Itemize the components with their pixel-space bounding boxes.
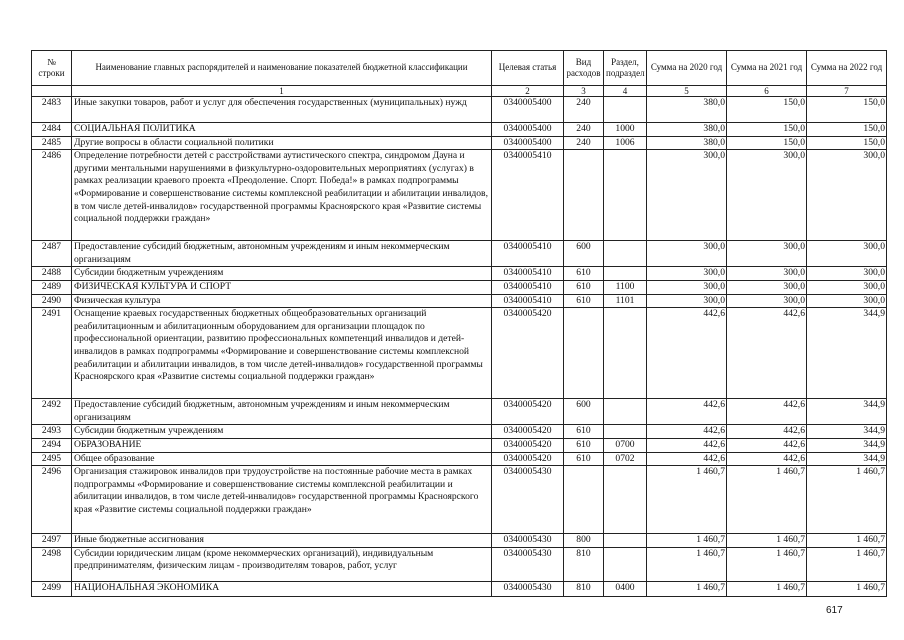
header-expense-type: Вид расходов — [564, 51, 604, 86]
cell-rz — [604, 97, 647, 123]
cell-vr: 810 — [564, 581, 604, 596]
cell-rz: 1100 — [604, 280, 647, 294]
table-row — [32, 136, 887, 150]
cell-s22: 300,0 — [807, 294, 887, 308]
cell-s21: 150,0 — [727, 97, 807, 123]
cell-num: 2485 — [32, 136, 72, 150]
cell-vr: 240 — [564, 97, 604, 123]
table-body — [32, 97, 887, 597]
header-section: Раздел, подраздел — [604, 51, 647, 86]
cell-name: Субсидии юридическим лицам (кроме некоммерческих организаций), индивидуальным предпринимателям, физическим лицам - производителям товаров, работ, услуг — [72, 547, 492, 581]
cell-s20: 300,0 — [647, 150, 727, 241]
cell-s21: 442,6 — [727, 425, 807, 439]
column-index: 5 — [647, 86, 727, 97]
cell-vr: 600 — [564, 241, 604, 267]
column-index: 6 — [727, 86, 807, 97]
cell-name: Субсидии бюджетным учреждениям — [72, 267, 492, 281]
cell-name: Другие вопросы в области социальной политики — [72, 136, 492, 150]
cell-s21: 1 460,7 — [727, 466, 807, 534]
cell-num: 2497 — [32, 534, 72, 548]
cell-vr — [564, 308, 604, 399]
cell-num: 2491 — [32, 308, 72, 399]
cell-num: 2492 — [32, 399, 72, 425]
cell-name: Предоставление субсидий бюджетным, автономным учреждениям и иным некоммерческим организациям — [72, 399, 492, 425]
column-index: 4 — [604, 86, 647, 97]
header-sum-2021: Сумма на 2021 год — [727, 51, 807, 86]
cell-cs: 0340005410 — [492, 241, 564, 267]
cell-rz — [604, 267, 647, 281]
cell-vr: 240 — [564, 123, 604, 137]
cell-cs: 0340005410 — [492, 294, 564, 308]
cell-num: 2494 — [32, 438, 72, 452]
cell-cs: 0340005410 — [492, 150, 564, 241]
cell-name: Иные бюджетные ассигнования — [72, 534, 492, 548]
cell-s20: 300,0 — [647, 267, 727, 281]
cell-rz — [604, 466, 647, 534]
cell-s22: 1 460,7 — [807, 581, 887, 596]
cell-cs: 0340005420 — [492, 438, 564, 452]
cell-s22: 344,9 — [807, 399, 887, 425]
cell-s22: 344,9 — [807, 308, 887, 399]
cell-s22: 344,9 — [807, 425, 887, 439]
cell-rz: 1101 — [604, 294, 647, 308]
page-number: 617 — [826, 605, 843, 616]
cell-s21: 1 460,7 — [727, 581, 807, 596]
cell-s20: 1 460,7 — [647, 581, 727, 596]
cell-name: Иные закупки товаров, работ и услуг для обеспечения государственных (муниципальных) нужд — [72, 97, 492, 123]
cell-s21: 442,6 — [727, 399, 807, 425]
column-index — [32, 86, 72, 97]
cell-s21: 150,0 — [727, 136, 807, 150]
cell-cs: 0340005430 — [492, 547, 564, 581]
cell-s22: 344,9 — [807, 438, 887, 452]
cell-s20: 1 460,7 — [647, 547, 727, 581]
cell-s20: 380,0 — [647, 136, 727, 150]
cell-num: 2490 — [32, 294, 72, 308]
cell-rz — [604, 150, 647, 241]
cell-s22: 1 460,7 — [807, 534, 887, 548]
cell-s21: 150,0 — [727, 123, 807, 137]
cell-vr: 610 — [564, 280, 604, 294]
table-row — [32, 452, 887, 466]
cell-s22: 300,0 — [807, 267, 887, 281]
cell-s21: 300,0 — [727, 280, 807, 294]
cell-cs: 0340005410 — [492, 280, 564, 294]
cell-name: Общее образование — [72, 452, 492, 466]
cell-name: Предоставление субсидий бюджетным, автономным учреждениям и иным некоммерческим организациям — [72, 241, 492, 267]
cell-cs: 0340005410 — [492, 267, 564, 281]
cell-num: 2488 — [32, 267, 72, 281]
cell-cs: 0340005430 — [492, 581, 564, 596]
table-row — [32, 425, 887, 439]
header-row-number: № строки — [32, 51, 72, 86]
cell-vr: 600 — [564, 399, 604, 425]
table-row — [32, 581, 887, 596]
table-row — [32, 399, 887, 425]
cell-num: 2499 — [32, 581, 72, 596]
cell-num: 2489 — [32, 280, 72, 294]
cell-s22: 150,0 — [807, 123, 887, 137]
cell-rz: 1006 — [604, 136, 647, 150]
cell-name: Субсидии бюджетным учреждениям — [72, 425, 492, 439]
cell-s21: 442,6 — [727, 308, 807, 399]
column-index-row — [32, 86, 887, 97]
cell-num: 2495 — [32, 452, 72, 466]
column-index: 3 — [564, 86, 604, 97]
cell-name: Организация стажировок инвалидов при трудоустройстве на постоянные рабочие места в рамках подпрограммы «Формирование и совершенствование системы комплексной реабилитации и абилитации инвалидов, в том числе детей-инвалидов» государственной программы Красноярского края «Развитие системы социальной поддержки граждан» — [72, 466, 492, 534]
cell-s20: 1 460,7 — [647, 534, 727, 548]
header-row — [32, 51, 887, 86]
cell-vr: 610 — [564, 294, 604, 308]
cell-cs: 0340005420 — [492, 452, 564, 466]
cell-s20: 442,6 — [647, 438, 727, 452]
cell-cs: 0340005400 — [492, 123, 564, 137]
cell-rz — [604, 425, 647, 439]
table-row — [32, 294, 887, 308]
cell-num: 2493 — [32, 425, 72, 439]
cell-s21: 300,0 — [727, 241, 807, 267]
cell-s20: 442,6 — [647, 308, 727, 399]
table-row — [32, 308, 887, 399]
cell-s21: 442,6 — [727, 438, 807, 452]
cell-num: 2484 — [32, 123, 72, 137]
column-index: 2 — [492, 86, 564, 97]
cell-vr: 610 — [564, 438, 604, 452]
cell-cs: 0340005400 — [492, 97, 564, 123]
header-name: Наименование главных распорядителей и наименование показателей бюджетной классификации — [72, 51, 492, 86]
cell-rz — [604, 308, 647, 399]
cell-vr: 800 — [564, 534, 604, 548]
table-row — [32, 97, 887, 123]
cell-s22: 300,0 — [807, 280, 887, 294]
cell-s21: 300,0 — [727, 150, 807, 241]
cell-s22: 1 460,7 — [807, 466, 887, 534]
cell-cs: 0340005420 — [492, 308, 564, 399]
cell-num: 2486 — [32, 150, 72, 241]
table-row — [32, 280, 887, 294]
cell-name: Физическая культура — [72, 294, 492, 308]
table-row — [32, 241, 887, 267]
cell-s22: 150,0 — [807, 136, 887, 150]
cell-s20: 442,6 — [647, 425, 727, 439]
cell-name: НАЦИОНАЛЬНАЯ ЭКОНОМИКА — [72, 581, 492, 596]
cell-num: 2498 — [32, 547, 72, 581]
cell-rz — [604, 547, 647, 581]
cell-s20: 300,0 — [647, 241, 727, 267]
cell-s20: 380,0 — [647, 97, 727, 123]
table-row — [32, 534, 887, 548]
cell-vr: 240 — [564, 136, 604, 150]
table-row — [32, 547, 887, 581]
cell-s22: 150,0 — [807, 97, 887, 123]
table-row — [32, 438, 887, 452]
table-row — [32, 123, 887, 137]
cell-rz: 1000 — [604, 123, 647, 137]
cell-rz — [604, 241, 647, 267]
cell-name: Определение потребности детей с расстройствами аутистического спектра, синдромом Дауна и другими ментальными нарушениями в физкультурно-оздоровительных мероприятиях (услугах) в рамках реализации краевого проекта «Преодоление. Спорт. Победа!» в рамках подпрограммы «Формирование и совершенствование системы комплексной реабилитации и абилитации инвалидов, в том числе детей-инвалидов» государственной программы Красноярского края «Развитие системы социальной поддержки граждан» — [72, 150, 492, 241]
cell-rz: 0700 — [604, 438, 647, 452]
table-row — [32, 466, 887, 534]
table-row — [32, 267, 887, 281]
cell-vr: 610 — [564, 452, 604, 466]
cell-s21: 300,0 — [727, 267, 807, 281]
cell-name: СОЦИАЛЬНАЯ ПОЛИТИКА — [72, 123, 492, 137]
header-sum-2020: Сумма на 2020 год — [647, 51, 727, 86]
cell-s22: 300,0 — [807, 241, 887, 267]
cell-s20: 300,0 — [647, 294, 727, 308]
cell-s20: 442,6 — [647, 452, 727, 466]
cell-cs: 0340005420 — [492, 425, 564, 439]
cell-vr: 810 — [564, 547, 604, 581]
cell-cs: 0340005420 — [492, 399, 564, 425]
cell-s20: 380,0 — [647, 123, 727, 137]
header-target-article: Целевая статья — [492, 51, 564, 86]
cell-vr: 610 — [564, 267, 604, 281]
cell-vr: 610 — [564, 425, 604, 439]
column-index: 1 — [72, 86, 492, 97]
table-row — [32, 150, 887, 241]
cell-cs: 0340005430 — [492, 466, 564, 534]
cell-rz — [604, 534, 647, 548]
cell-vr — [564, 466, 604, 534]
cell-s21: 1 460,7 — [727, 534, 807, 548]
cell-rz — [604, 399, 647, 425]
cell-rz: 0400 — [604, 581, 647, 596]
cell-num: 2496 — [32, 466, 72, 534]
cell-s22: 344,9 — [807, 452, 887, 466]
cell-s22: 1 460,7 — [807, 547, 887, 581]
header-sum-2022: Сумма на 2022 год — [807, 51, 887, 86]
cell-name: Оснащение краевых государственных бюджетных общеобразовательных организаций реабилитационным и абилитационным оборудованием для организации площадок по профессиональной ориентации, развитию профессиональных компетенций инвалидов и детей-инвалидов в рамках подпрограммы «Формирование и совершенствование системы комплексной реабилитации и абилитации инвалидов, в том числе детей-инвалидов» государственной программы Красноярского края «Развитие системы социальной поддержки граждан» — [72, 308, 492, 399]
cell-s20: 442,6 — [647, 399, 727, 425]
cell-s21: 1 460,7 — [727, 547, 807, 581]
cell-name: ОБРАЗОВАНИЕ — [72, 438, 492, 452]
budget-table — [31, 50, 887, 597]
cell-s22: 300,0 — [807, 150, 887, 241]
cell-name: ФИЗИЧЕСКАЯ КУЛЬТУРА И СПОРТ — [72, 280, 492, 294]
cell-rz: 0702 — [604, 452, 647, 466]
cell-num: 2487 — [32, 241, 72, 267]
cell-vr — [564, 150, 604, 241]
cell-s20: 1 460,7 — [647, 466, 727, 534]
cell-num: 2483 — [32, 97, 72, 123]
column-index: 7 — [807, 86, 887, 97]
cell-cs: 0340005400 — [492, 136, 564, 150]
cell-s21: 300,0 — [727, 294, 807, 308]
cell-s21: 442,6 — [727, 452, 807, 466]
cell-s20: 300,0 — [647, 280, 727, 294]
cell-cs: 0340005430 — [492, 534, 564, 548]
